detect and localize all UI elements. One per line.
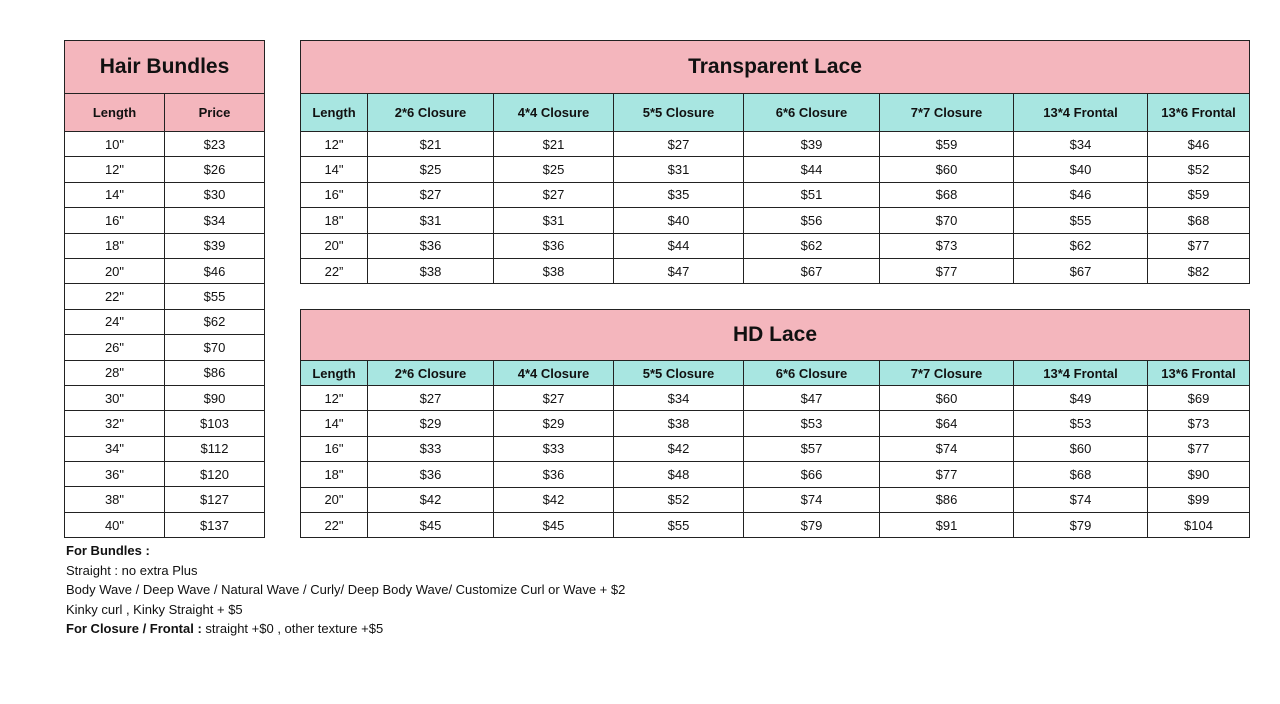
table-row (301, 258, 1250, 283)
table-cell: $33 (368, 436, 494, 461)
table-cell: $46 (165, 258, 265, 283)
table-cell: $31 (494, 208, 614, 233)
table-cell: 16" (65, 208, 165, 233)
bundles-header-length: Length (65, 94, 165, 132)
transparent-header-3: 5*5 Closure (614, 94, 744, 132)
table-cell: $42 (368, 487, 494, 512)
table-cell: 20" (301, 487, 368, 512)
table-cell: $82 (1148, 258, 1250, 283)
table-cell: 22” (301, 258, 368, 283)
table-cell: 26" (65, 335, 165, 360)
table-cell: $36 (494, 462, 614, 487)
transparent-header-0: Length (301, 94, 368, 132)
table-cell: 22" (301, 512, 368, 537)
table-cell: $42 (494, 487, 614, 512)
table-cell: $104 (1148, 512, 1250, 537)
table-cell: $29 (494, 411, 614, 436)
table-cell: $68 (1148, 208, 1250, 233)
table-row (301, 208, 1250, 233)
table-cell: 10" (65, 132, 165, 157)
table-cell: $56 (744, 208, 880, 233)
table-row (65, 132, 265, 157)
hd-header-7: 13*6 Frontal (1148, 361, 1250, 386)
table-cell: $68 (880, 182, 1014, 207)
table-cell: 12" (301, 132, 368, 157)
table-cell: $46 (1014, 182, 1148, 207)
hd-lace-table (300, 309, 1250, 538)
table-cell: $48 (614, 462, 744, 487)
hd-header-1: 2*6 Closure (368, 361, 494, 386)
table-cell: $42 (614, 436, 744, 461)
table-cell: $23 (165, 132, 265, 157)
table-row (301, 411, 1250, 436)
table-row (65, 487, 265, 512)
table-row (65, 309, 265, 334)
table-cell: $70 (165, 335, 265, 360)
transparent-header-7: 13*6 Frontal (1148, 94, 1250, 132)
table-cell: $62 (165, 309, 265, 334)
table-cell: 16" (301, 182, 368, 207)
table-row (301, 386, 1250, 411)
table-cell: $40 (614, 208, 744, 233)
table-cell: $62 (1014, 233, 1148, 258)
note-straight: Straight : no extra Plus (66, 562, 198, 578)
table-cell: $46 (1148, 132, 1250, 157)
table-cell: $38 (494, 258, 614, 283)
table-row (65, 335, 265, 360)
table-row (65, 360, 265, 385)
table-cell: 32" (65, 411, 165, 436)
transparent-header-1: 2*6 Closure (368, 94, 494, 132)
table-cell: $137 (165, 512, 265, 537)
table-cell: $34 (165, 208, 265, 233)
table-cell: $120 (165, 462, 265, 487)
table-cell: $79 (744, 512, 880, 537)
table-cell: $31 (368, 208, 494, 233)
table-cell: $90 (165, 385, 265, 410)
table-cell: $34 (614, 386, 744, 411)
table-cell: 24" (65, 309, 165, 334)
table-row (65, 436, 265, 461)
table-cell: $30 (165, 182, 265, 207)
table-cell: $55 (1014, 208, 1148, 233)
table-cell: $21 (494, 132, 614, 157)
table-cell: $77 (880, 462, 1014, 487)
table-row (301, 132, 1250, 157)
table-cell: $44 (614, 233, 744, 258)
table-cell: $34 (1014, 132, 1148, 157)
table-row (65, 411, 265, 436)
table-cell: $55 (614, 512, 744, 537)
hd-header-4: 6*6 Closure (744, 361, 880, 386)
table-row (65, 157, 265, 182)
table-cell: $26 (165, 157, 265, 182)
table-cell: $77 (880, 258, 1014, 283)
table-cell: 20" (301, 233, 368, 258)
closure-frontal-note (66, 619, 625, 639)
table-row (65, 462, 265, 487)
note-wave-textures: Body Wave / Deep Wave / Natural Wave / Curly/ Deep Body Wave/ Customize Curl or Wave + $2 (66, 582, 626, 597)
table-cell: $39 (744, 132, 880, 157)
table-row (301, 182, 1250, 207)
hair-bundles-table (64, 40, 265, 538)
table-cell: $36 (494, 233, 614, 258)
table-cell: $90 (1148, 462, 1250, 487)
table-cell: $36 (368, 462, 494, 487)
table-cell: 22" (65, 284, 165, 309)
hd-lace-title: HD Lace (301, 310, 1250, 361)
table-cell: $86 (880, 487, 1014, 512)
table-cell: $45 (494, 512, 614, 537)
table-row (65, 284, 265, 309)
closure-notes-text: straight +$0 , other texture +$5 (201, 621, 384, 636)
table-cell: $57 (744, 436, 880, 461)
table-cell: $77 (1148, 436, 1250, 461)
table-cell: $40 (1014, 157, 1148, 182)
note-kinky-textures: Kinky curl , Kinky Straight + $5 (66, 601, 243, 617)
table-cell: $60 (880, 386, 1014, 411)
table-cell: 36" (65, 462, 165, 487)
table-cell: 38" (65, 487, 165, 512)
closure-notes-heading: For Closure / Frontal : (66, 621, 202, 636)
table-cell: $64 (880, 411, 1014, 436)
table-cell: $25 (494, 157, 614, 182)
table-cell: $67 (744, 258, 880, 283)
table-cell: 14" (301, 157, 368, 182)
table-cell: $60 (880, 157, 1014, 182)
table-cell: $68 (1014, 462, 1148, 487)
table-cell: $25 (368, 157, 494, 182)
table-cell: $79 (1014, 512, 1148, 537)
table-cell: $27 (494, 386, 614, 411)
table-cell: $53 (744, 411, 880, 436)
table-cell: $73 (1148, 411, 1250, 436)
table-cell: $70 (880, 208, 1014, 233)
table-cell: $112 (165, 436, 265, 461)
transparent-lace-title: Transparent Lace (301, 41, 1250, 94)
table-row (65, 385, 265, 410)
table-cell: $99 (1148, 487, 1250, 512)
table-cell: $127 (165, 487, 265, 512)
transparent-header-5: 7*7 Closure (880, 94, 1014, 132)
pricing-notes (66, 541, 625, 639)
table-cell: $103 (165, 411, 265, 436)
table-cell: 12" (65, 157, 165, 182)
table-row (65, 182, 265, 207)
table-cell: 20" (65, 258, 165, 283)
hd-header-5: 7*7 Closure (880, 361, 1014, 386)
hd-header-3: 5*5 Closure (614, 361, 744, 386)
table-cell: $27 (614, 132, 744, 157)
table-cell: $62 (744, 233, 880, 258)
table-cell: 28" (65, 360, 165, 385)
table-cell: $29 (368, 411, 494, 436)
hd-header-2: 4*4 Closure (494, 361, 614, 386)
table-cell: $73 (880, 233, 1014, 258)
bundles-notes-heading: For Bundles : (66, 543, 150, 558)
table-cell: $45 (368, 512, 494, 537)
table-row (65, 233, 265, 258)
table-cell: $74 (744, 487, 880, 512)
table-cell: $27 (368, 386, 494, 411)
table-cell: $69 (1148, 386, 1250, 411)
table-cell: $77 (1148, 233, 1250, 258)
table-row (301, 512, 1250, 537)
table-cell: 34" (65, 436, 165, 461)
table-cell: $66 (744, 462, 880, 487)
table-row (65, 258, 265, 283)
table-cell: 40" (65, 512, 165, 537)
table-cell: $67 (1014, 258, 1148, 283)
table-cell: 18" (65, 233, 165, 258)
table-cell: $35 (614, 182, 744, 207)
transparent-header-4: 6*6 Closure (744, 94, 880, 132)
transparent-header-2: 4*4 Closure (494, 94, 614, 132)
table-row (301, 487, 1250, 512)
table-row (301, 233, 1250, 258)
transparent-lace-table (300, 40, 1250, 284)
table-cell: $33 (494, 436, 614, 461)
table-cell: 12" (301, 386, 368, 411)
table-cell: $21 (368, 132, 494, 157)
table-cell: $31 (614, 157, 744, 182)
table-cell: $38 (368, 258, 494, 283)
table-cell: $74 (1014, 487, 1148, 512)
table-row (65, 208, 265, 233)
table-row (301, 157, 1250, 182)
table-cell: $38 (614, 411, 744, 436)
table-cell: $51 (744, 182, 880, 207)
table-cell: 30" (65, 385, 165, 410)
table-cell: $91 (880, 512, 1014, 537)
table-cell: $52 (1148, 157, 1250, 182)
table-cell: $27 (494, 182, 614, 207)
table-cell: $86 (165, 360, 265, 385)
transparent-header-6: 13*4 Frontal (1014, 94, 1148, 132)
table-cell: $59 (880, 132, 1014, 157)
table-cell: 16" (301, 436, 368, 461)
hd-header-0: Length (301, 361, 368, 386)
table-cell: $47 (744, 386, 880, 411)
table-cell: $27 (368, 182, 494, 207)
table-row (65, 512, 265, 537)
table-cell: $39 (165, 233, 265, 258)
table-cell: 14" (301, 411, 368, 436)
table-cell: $52 (614, 487, 744, 512)
table-cell: 14" (65, 182, 165, 207)
table-cell: $49 (1014, 386, 1148, 411)
table-cell: $47 (614, 258, 744, 283)
table-cell: 18" (301, 208, 368, 233)
hd-header-6: 13*4 Frontal (1014, 361, 1148, 386)
table-cell: $53 (1014, 411, 1148, 436)
table-cell: $44 (744, 157, 880, 182)
table-cell: $36 (368, 233, 494, 258)
bundles-header-price: Price (165, 94, 265, 132)
table-cell: $74 (880, 436, 1014, 461)
table-cell: $55 (165, 284, 265, 309)
bundles-title: Hair Bundles (65, 41, 265, 94)
table-row (301, 462, 1250, 487)
table-row (301, 436, 1250, 461)
table-cell: $60 (1014, 436, 1148, 461)
table-cell: 18" (301, 462, 368, 487)
table-cell: $59 (1148, 182, 1250, 207)
